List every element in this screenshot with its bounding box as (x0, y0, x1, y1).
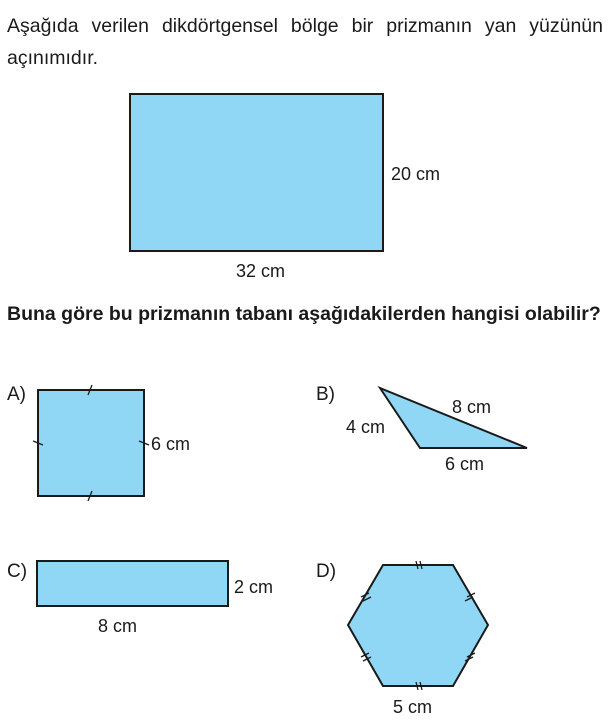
option-c-height-label: 2 cm (234, 577, 274, 597)
side-face-width-label: 32 cm (236, 261, 286, 281)
option-d-hexagon (348, 565, 488, 686)
option-b-side3-label: 6 cm (445, 454, 485, 474)
option-a-side-label: 6 cm (151, 434, 191, 454)
option-d-letter[interactable]: D) (316, 561, 337, 582)
option-a-letter[interactable]: A) (7, 384, 26, 405)
option-b-letter[interactable]: B) (316, 384, 335, 405)
question-text: Buna göre bu prizmanın tabanı aşağıdakilerden hangisi olabilir? (7, 303, 601, 325)
option-c-width-label: 8 cm (98, 616, 138, 636)
side-face-rectangle (130, 94, 383, 251)
intro-text: Aşağıda verilen dikdörtgensel bölge bir prizmanın yan yüzünün açınımıdır. (7, 15, 603, 69)
option-c-rectangle (37, 561, 228, 606)
option-b-side1-label: 4 cm (346, 417, 386, 437)
side-face-height-label: 20 cm (391, 164, 441, 184)
option-d-side-label: 5 cm (393, 697, 433, 717)
option-a-square (38, 390, 144, 496)
option-c-letter[interactable]: C) (7, 561, 28, 582)
option-b-side2-label: 8 cm (452, 397, 492, 417)
